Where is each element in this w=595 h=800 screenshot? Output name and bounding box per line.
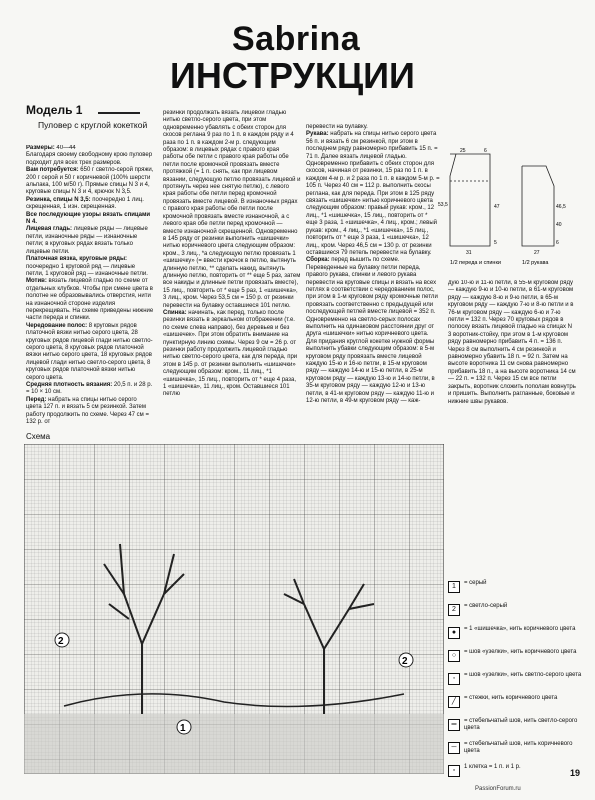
instruction-paragraph (26, 212, 154, 227)
instruction-heading: Лицевая гладь: (26, 226, 74, 233)
instruction-heading: Мотив: (26, 278, 49, 285)
pattern-caption-front: 1/2 переда и спинки (450, 260, 501, 266)
legend-text: = стебельчатый шов, нить светло-серого цвета (464, 718, 578, 731)
legend-item (448, 580, 588, 598)
schema-label: Схема (26, 432, 51, 441)
chart-legend (448, 580, 588, 787)
instructions-column-3 (306, 124, 440, 416)
legend-symbol: ╱ (448, 696, 460, 708)
instruction-text: 40—44 (56, 145, 76, 151)
instruction-text: 8 круговых рядов платочной вязки нитью серого цвета, 28 круговых рядов лицевой глади нитью светло-серого цвета, 8 круговых рядов платочной вязки нитью серого цвета, 18 круговых рядов лицевой глади нитью светло-серого цвета, 8 круговых рядов платочной вязки нитью серого цвета. (26, 322, 153, 381)
instruction-text: вязать лицевой гладью по схеме от отдельных клубков. Чтобы при смене цвета в полотне не образовывались отверстия, нити на изнаночной стороне изделия перекрещивать. На схеме приведены нижние части переда и спинки. (26, 278, 154, 322)
page-title: ИНСТРУКЦИИ (170, 55, 415, 96)
pattern-caption-sleeve: 1/2 рукава (522, 260, 549, 266)
instruction-heading: Вам потребуется: (26, 167, 81, 174)
legend-symbol: 1 (448, 581, 460, 593)
pattern-side-label-6: 6 (556, 240, 559, 246)
instruction-heading: Размеры: (26, 145, 57, 151)
pattern-side-label-4: 46,5 (556, 204, 566, 210)
pattern-top-label-2: 6 (484, 148, 487, 154)
instruction-text: начинать, как перед, только после резинки вязать в зеркальном отображении (т.е. по схеме слева направо), без деревьев и без «шишечек». При этом обратить внимание на пунктирную линию схемы. Через 9 см = 26 р. от резинки работу продолжить лицевой гладью нитью светло-серого цвета, как для переда, при этом в 145 р. от резинки выполнить «шишечки» следующим образом: кром., 11 лиц., *1 «шишечка», 15 лиц., повторить от * еще 4 раза, 1 «шишечка», 11 лиц., кром. Оставшиеся 101 петлю (163, 309, 298, 398)
knitting-chart (24, 444, 444, 774)
legend-text: 1 клетка = 1 п. и 1 р. (464, 764, 521, 770)
legend-symbol: ● (448, 627, 460, 639)
instruction-text: перевести на булавку. (306, 124, 368, 130)
schema-marker-1: 2 (58, 636, 64, 647)
instruction-text: набрать на спицы нитью серого цвета 127 п. и вязать 5 см резинкой. Затем работу продолжить по схеме. Через 47 см = 132 р. от (26, 396, 149, 426)
instructions-column-4 (448, 280, 576, 425)
instruction-paragraph (26, 197, 154, 212)
pattern-bottom-label-2: 27 (534, 250, 540, 256)
page-number: 19 (570, 768, 581, 778)
instruction-paragraph (26, 256, 154, 278)
legend-item (448, 695, 588, 713)
instruction-heading: Средняя плотность вязания: (26, 382, 114, 388)
instruction-heading: Рукава: (306, 131, 331, 138)
pattern-side-label-5: 40 (556, 222, 562, 228)
legend-symbol: ○ (448, 650, 460, 662)
instruction-heading: Перед: (26, 396, 49, 403)
instruction-text: Благодаря своему свободному крою пуловер подходит для всех трех размеров. (26, 152, 153, 166)
legend-item (448, 649, 588, 667)
schema-marker-2: 2 (402, 656, 408, 667)
instruction-paragraph (448, 280, 576, 406)
instruction-paragraph (26, 152, 154, 167)
instruction-heading: Резинка, спицы N 3,5: (26, 196, 93, 203)
instructions-column-1 (26, 145, 154, 427)
grey-band (24, 714, 444, 774)
instruction-heading: Сборка: (306, 257, 332, 264)
instruction-paragraph (306, 124, 440, 131)
instruction-heading: Платочная вязка, круговые ряды: (26, 256, 128, 263)
instruction-paragraph (163, 310, 301, 399)
instruction-paragraph (26, 323, 154, 382)
legend-item (448, 741, 588, 759)
instruction-paragraph (26, 278, 154, 322)
instruction-text: перед вышить по схеме. Переведенные на булавку петли переда, правого рукава, спинки и левого рукава перевести на круговые спицы и вязать на всех петлях в соответствии с чередованием полос, при этом в 1-м круговом ряду кромочные петли провязать соответственно с предыдущей или последующей петлей вместе лицевой = 352 п. Одновременно на светло-серых полосах выполнить на одинаковом расстоянии друг от друга «шишечки» нитью коричневого цвета. Для придания круглой кокетке нужной формы выполнить убавки следующим образом: в 5-м круговом ряду провязать вместе лицевой каждую 15-ю и 16-ю петли, в 15-м круговом ряду — каждую 14-ю и 15-ю петли, в 25-м круговом ряду — каждую 13-ю и 14-ю петли, в 35-м круговом ряду — каждую 12-ю и 13-ю петли, в 41-м круговом ряду — каждую 11-ю и 12-ю петли, в 49-м круговом ряду — каж- (306, 257, 438, 405)
pattern-top-label-1: 25 (460, 148, 466, 154)
legend-symbol: ◦ (448, 673, 460, 685)
legend-item (448, 672, 588, 690)
instruction-text: поочередно 1 лиц. скрещенная, 1 изн. скрещенная. (26, 196, 144, 211)
schema-marker-3: 1 (180, 723, 186, 734)
pattern-bottom-label-1: 31 (466, 250, 472, 256)
legend-text: = шов «узелки», нить коричневого цвета (464, 649, 577, 655)
legend-item (448, 626, 588, 644)
instruction-heading: Спинка: (163, 309, 189, 316)
instruction-heading: Все последующие узоры вязать спицами N 4. (26, 211, 151, 226)
instruction-text: резинки продолжать вязать лицевой гладью нитью светло-серого цвета, при этом одновременно убавлять с обеих сторон для скосов реглана 9 раз по 1 п. в каждом ряду и 4 раза по 1 п. в каждом 2-м р. следующим образом: в лицевых рядах с правого края работы обе петли с правого края работы обе петли после кромочной провязать вместе протяжкой (= 1 п. снять, как при лицевом вязании, следующую петлю провязать лицевой и протянуть через нее снятую петлю), с левого края работы обе петли перед кромочной провязать вместе лицевой. В изнаночных рядах с правого края работы обе петли после кромочной провязать вместе изнаночной, а с левого края обе петли перед кромочной — вместе изнаночной скрещенной. Одновременно в 145 ряду от резинки выполнить «шишечки» нитью коричневого цвета следующим образом: кром., 3 лиц., *а следующую петлю провязать 1 «шишечку» (= ввести крючок в петлю, вытянуть длинную петлю, ** сделать накид, вытянуть длинную петлю, повторить от ** еще 5 раз, затем все накиды и длинные петли провязать вместе), 15 лиц., повторить от * еще 5 раз, 1 «шишечка», 3 лиц., кром. Через 53,5 см = 150 р. от резинки перевести на булавку оставшиеся 101 петлю. (163, 110, 301, 309)
legend-item (448, 718, 588, 736)
legend-item (448, 603, 588, 621)
instruction-text: набрать на спицы нитью серого цвета 56 п. и вязать 6 см резинкой, при этом в последнем ряду равномерно прибавить 15 п. = 71 п. Далее вязать лицевой гладью. Одновременно прибавить с обеих сторон для скосов, начиная от резинки, 15 раз по 1 п. в каждом 4-м р. и 2 раза по 1 п. в каждом 5-м р. = 105 п. Через 40 см = 112 р. выполнить скосы реглана, как для переда. При этом в 125 ряду связать «шишечки» нитью коричневого цвета следующим образом: правый рукав: кром., 12 лиц., *1 «шишечка», 15 лиц., повторить от * еще 3 раза, 1 «шишечка», 4 лиц., кром.; левый рукав: кром., 4 лиц., *1 «шишечка», 15 лиц., повторить от * еще 3 раза, 1 «шишечка», 12 лиц., кром. Через 46,5 см = 130 р. от резинки оставшиеся 79 петель перевести на булавку. (306, 131, 440, 256)
model-subtitle: Пуловер с круглой кокеткой (38, 120, 148, 130)
legend-symbol: ═ (448, 719, 460, 731)
instruction-paragraph (26, 167, 154, 197)
instruction-paragraph (26, 397, 154, 427)
instruction-text: дую 10-ю и 11-ю петли, в 55-м круговом ряду — каждую 9-ю и 10-ю петли, в 61-м круговом ряду — каждую 8-ю и 9-ю петли, в 65-м круговом ряду — каждую 7-ю и 8-ю петли и в 76-м круговом ряду — каждую 6-ю и 7-ю петли = 132 п. Через 70 круговых рядов в полоску вязать лицевой гладью на спицах N 3 воротник-стойку, при этом в 1-м круговом ряду равномерно прибавить 4 п. = 136 п. Через 8 см выполнить 4 см резинкой и равномерно убавить 18 п. = 92 п. Затем на высоте воротника 11 см снова равномерно прибавить 18 п., а на высоте воротника 14 см — 22 п. = 132 п. Через 15 см все петли закрыть, воротник сложить пополам вовнутрь и пришить. Выполнить рагланные, боковые и нижние швы рукавов. (448, 280, 576, 405)
instruction-text: поочередно 1 круговой ряд — лицевые петли, 1 круговой ряд — изнаночные петли. (26, 263, 148, 277)
pattern-side-label-2: 47 (494, 204, 500, 210)
instruction-paragraph (26, 226, 154, 256)
heading-rule (98, 112, 140, 114)
legend-item (448, 764, 588, 782)
sleeve-outline (522, 166, 554, 246)
instructions-column-2 (163, 110, 301, 415)
instruction-heading: Чередование полос: (26, 322, 89, 329)
legend-text: = шов «узелки», нить светло-серого цвета (464, 672, 582, 678)
instruction-paragraph (306, 131, 440, 257)
legend-text: = 1 «шишечка», нить коричневого цвета (464, 626, 576, 632)
pattern-side-label-1: 53,5 (438, 202, 448, 208)
pattern-side-label-3: 5 (494, 240, 497, 246)
garment-pattern-diagram (436, 146, 586, 276)
legend-text: = светло-серый (464, 603, 508, 609)
legend-symbol: ─ (448, 742, 460, 754)
footer-watermark: PassionForum.ru (475, 786, 521, 792)
instruction-paragraph (26, 145, 154, 152)
legend-text: = стебельчатый шов, нить коричневого цвета (464, 741, 573, 754)
instruction-text: лицевые ряды — лицевые петли, изнаночные ряды — изнаночные петли; в круговых рядах вязать только лицевые петли. (26, 226, 148, 255)
instruction-paragraph (306, 257, 440, 405)
model-heading: Модель 1 (26, 103, 83, 117)
legend-text: = серый (464, 580, 487, 586)
legend-symbol: ▫ (448, 765, 460, 777)
instruction-paragraph (163, 110, 301, 310)
magazine-brand: Sabrina (232, 20, 361, 58)
instruction-paragraph (26, 382, 154, 397)
instruction-text: 650 г светло-серой пряжи, 200 г серой и 50 г коричневой (100% шерсти альпака, 100 м/50 г). Прямые спицы N 3 и 4, круговые спицы N 3 и 4, крючок N 3,5. (26, 167, 154, 196)
legend-symbol: 2 (448, 604, 460, 616)
front-back-outline (450, 154, 490, 246)
instruction-text: 20,5 п. и 28 р. = 10 × 10 см. (26, 382, 153, 396)
legend-text: = стежки, нить коричневого цвета (464, 695, 558, 701)
